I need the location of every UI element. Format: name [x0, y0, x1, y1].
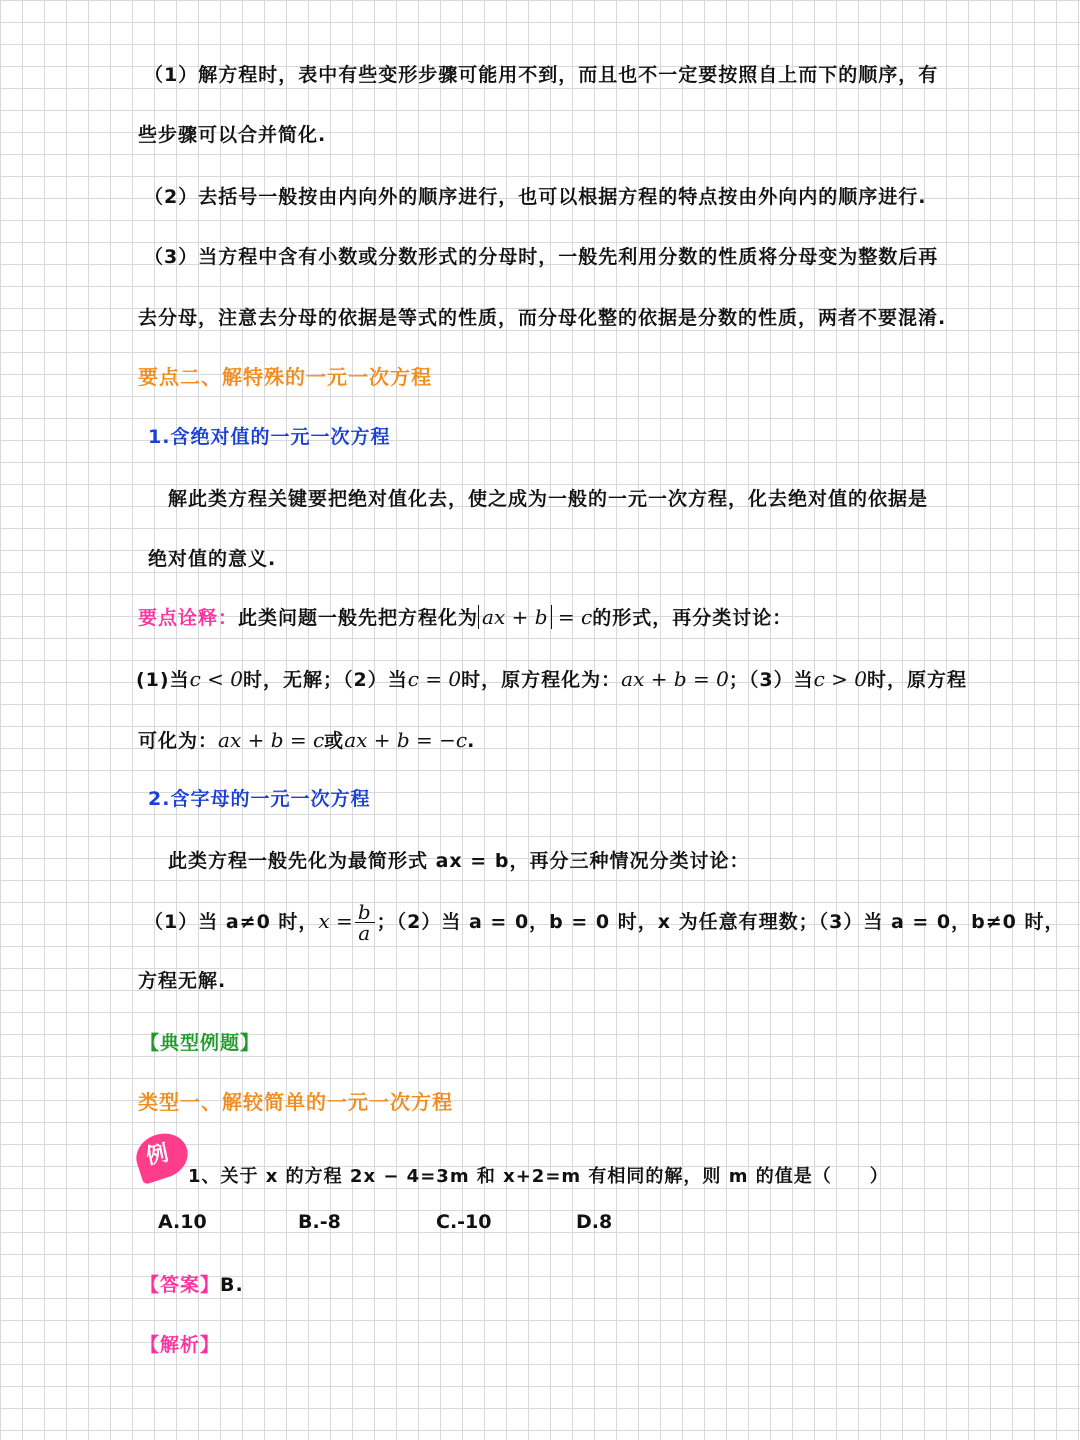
example-badge-label: 例 — [144, 1140, 171, 1170]
equation-negative: ax + b = −c — [344, 728, 468, 752]
section-heading-key-point-2: 要点二、解特殊的一元一次方程 — [138, 365, 432, 389]
x-equals: x = — [318, 909, 353, 933]
subheading-absolute-value: 1.含绝对值的一元一次方程 — [148, 426, 391, 448]
subheading-literal-coefficient: 2.含字母的一元一次方程 — [148, 788, 371, 810]
cases-line-1: (1)当c < 0时，无解；（2）当c = 0时，原方程化为：ax + b = 0；（3）当c > 0时，原方程 — [136, 667, 967, 691]
typical-examples-tag: 【典型例题】 — [140, 1032, 261, 1054]
absolute-value-body-line-2: 绝对值的意义. — [148, 548, 277, 570]
literal-coefficient-body: 此类方程一般先化为最简形式 ax = b，再分三种情况分类讨论： — [168, 850, 750, 872]
option-a: A.10 — [158, 1211, 207, 1233]
option-c: C.-10 — [436, 1211, 492, 1233]
absolute-value-expression: ax + b = c — [478, 605, 592, 629]
answer-label: 【答案】 — [140, 1274, 221, 1296]
fraction-b-over-a: $\frac{b}{a}$ — [355, 902, 375, 943]
answer-line — [140, 1272, 244, 1298]
explanation-text-after: 的形式，再分类讨论： — [592, 607, 793, 629]
note-3-line-1: （3）当方程中含有小数或分数形式的分母时，一般先利用分数的性质将分母变为整数后再 — [144, 246, 939, 268]
note-1-line-2: 些步骤可以合并简化. — [138, 124, 327, 146]
type-1-heading: 类型一、解较简单的一元一次方程 — [138, 1090, 453, 1114]
explanation-text-before: 此类问题一般先把方程化为 — [238, 607, 479, 629]
explanation-label: 要点诠释： — [138, 607, 239, 629]
note-1-line-1: （1）解方程时，表中有些变形步骤可能用不到，而且也不一定要按照自上而下的顺序，有 — [144, 64, 939, 86]
note-2: （2）去括号一般按由内向外的顺序进行，也可以根据方程的特点按由外向内的顺序进行. — [144, 186, 927, 208]
absolute-value-body-line-1: 解此类方程关键要把绝对值化去，使之成为一般的一元一次方程，化去绝对值的依据是 — [168, 488, 929, 510]
case-2-equation: ax + b = 0 — [621, 667, 729, 691]
analysis-label: 【解析】 — [140, 1334, 221, 1356]
case-3-condition: c > 0 — [813, 667, 867, 691]
option-d: D.8 — [576, 1211, 613, 1233]
equation-positive: ax + b = c — [218, 728, 325, 752]
case-1-condition: c < 0 — [189, 667, 243, 691]
literal-cases-line-2: 方程无解. — [138, 970, 227, 992]
explanation-line — [138, 604, 792, 631]
case-2-condition: c = 0 — [407, 667, 462, 691]
cases-line-2: 可化为：ax + b = c或ax + b = −c. — [138, 728, 476, 752]
question-1: 1、关于 x 的方程 2x − 4=3m 和 x+2=m 有相同的解，则 m 的值是（ ） — [188, 1166, 889, 1187]
note-3-line-2: 去分母，注意去分母的依据是等式的性质，而分母化整的依据是分数的性质，两者不要混淆. — [138, 307, 947, 329]
literal-cases-line-1: （1）当 a≠0 时，x = $\frac{b}{a}$ ；（2）当 a = 0，b = 0 时，x 为任意有理数；（3）当 a = 0，b≠0 时， — [144, 900, 1065, 945]
answer-value: B. — [220, 1274, 244, 1296]
option-b: B.-8 — [298, 1211, 341, 1233]
